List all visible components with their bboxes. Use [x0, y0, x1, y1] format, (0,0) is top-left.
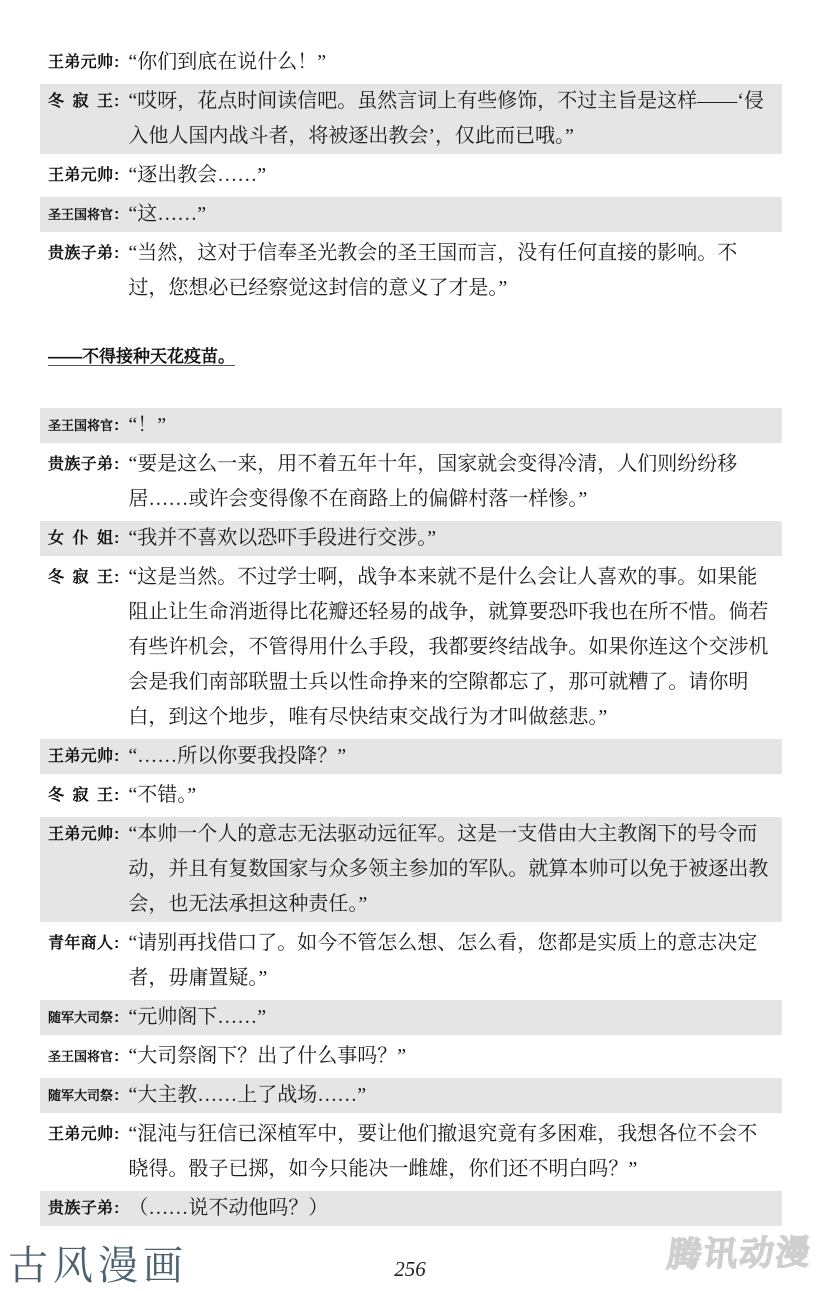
speaker-name: 圣王国将官 — [48, 207, 114, 222]
speaker-colon: : — [114, 245, 120, 262]
speaker-colon: : — [114, 93, 120, 110]
dialogue-row — [40, 408, 782, 443]
speech-text: “这是当然。不过学士啊，战争本来就不是什么会让人喜欢的事。如果能阻止让生命消逝得比花瓣还轻易的战争，就算要恐吓我也在所不惜。倘若有些许机会，不管得用什么手段，我都要终结战争。如果你连这个交涉机会是我们南部联盟士兵以性命挣来的空隙都忘了，那可就糟了。请你明白，到这个地步，唯有尽快结束交战行为才叫做慈悲。” — [128, 566, 769, 728]
watermark: 腾讯动漫 — [665, 1233, 815, 1275]
dialogue-row — [40, 447, 782, 517]
dialogue-row — [40, 197, 782, 232]
footer-brand: 古风漫画 — [8, 1243, 188, 1288]
speech-text: “请别再找借口了。如今不管怎么想、怎么看，您都是实质上的意志决定者，毋庸置疑。” — [128, 932, 758, 989]
speaker-colon: : — [114, 1087, 120, 1104]
speech-text: （……说不动他吗？） — [128, 1197, 329, 1219]
speech-text: “不错。” — [128, 784, 197, 806]
speech-text: “哎呀，花点时间读信吧。虽然言词上有些修饰，不过主旨是这样——‘侵入他人国内战斗者，将被逐出教会’，仅此而已哦。” — [128, 90, 764, 147]
speaker-colon: : — [114, 748, 120, 765]
speaker-name: 贵族子弟 — [48, 456, 113, 473]
dialogue-row — [40, 236, 782, 306]
dialogue-row — [40, 1000, 782, 1035]
speech-text: “！” — [128, 414, 167, 436]
dialogue-row — [40, 84, 782, 154]
speaker-colon: : — [114, 1126, 120, 1143]
speaker-name: 王弟元帅 — [48, 1126, 113, 1143]
speech-text: “本帅一个人的意志无法驱动远征军。这是一支借由大主教阁下的号令而动，并且有复数国家与众多领主参加的军队。就算本帅可以免于被逐出教会，也无法承担这种责任。” — [128, 823, 769, 915]
speaker-colon: : — [114, 569, 120, 586]
speech-text: “你们到底在说什么！” — [128, 51, 327, 73]
speaker-colon: : — [114, 787, 120, 804]
speaker-name: 王弟元帅 — [48, 167, 113, 184]
speech-text: “我并不喜欢以恐吓手段进行交涉。” — [128, 527, 437, 549]
speaker-name: 王弟元帅 — [48, 748, 113, 765]
page-number: 256 — [394, 1257, 426, 1281]
speaker-colon: : — [114, 1048, 120, 1065]
speaker-colon: : — [114, 206, 120, 223]
speech-text: “逐出教会……” — [128, 164, 267, 186]
dialogue-row — [40, 778, 782, 813]
dialogue-row — [40, 45, 782, 80]
speaker-name: 随军大司祭 — [48, 1088, 114, 1103]
dialogue-row — [40, 739, 782, 774]
dialogue-row — [40, 1191, 782, 1226]
dialogue-row — [40, 817, 782, 922]
dialogue-row — [40, 1117, 782, 1187]
speaker-colon: : — [114, 1009, 120, 1026]
dialogue-row — [40, 560, 782, 735]
speech-text: “大主教……上了战场……” — [128, 1084, 367, 1106]
speaker-name: 贵族子弟 — [48, 245, 113, 262]
speech-text: “要是这么一来，用不着五年十年，国家就会变得冷清，人们则纷纷移居……或许会变得像不在商路上的偏僻村落一样惨。” — [128, 453, 738, 510]
speaker-name: 冬寂王 — [48, 93, 113, 110]
speaker-colon: : — [114, 530, 120, 547]
speech-text: “元帅阁下……” — [128, 1006, 267, 1028]
speaker-colon: : — [114, 456, 120, 473]
speaker-name: 贵族子弟 — [48, 1200, 113, 1217]
dialogue-row — [40, 158, 782, 193]
speaker-name: 圣王国将官 — [48, 1049, 114, 1064]
speaker-name: 女仆姐 — [48, 530, 113, 547]
speech-text: “混沌与狂信已深植军中，要让他们撤退究竟有多困难，我想各位不会不晓得。骰子已掷，如今只能决一雌雄，你们还不明白吗？” — [128, 1123, 758, 1180]
dialogue-row — [40, 1039, 782, 1074]
speaker-colon: : — [114, 935, 120, 952]
speaker-name: 冬寂王 — [48, 569, 113, 586]
speaker-colon: : — [114, 826, 120, 843]
speaker-colon: : — [114, 54, 120, 71]
dialogue-row — [40, 1078, 782, 1113]
dialogue-row — [40, 521, 782, 556]
dialogue-list — [40, 45, 782, 1230]
note-text: ——不得接种天花疫苗。 — [48, 347, 235, 366]
speaker-name: 青年商人 — [48, 935, 113, 952]
speaker-name: 随军大司祭 — [48, 1010, 114, 1025]
speaker-name: 圣王国将官 — [48, 418, 114, 433]
speech-text: “……所以你要我投降？” — [128, 745, 347, 767]
speaker-colon: : — [114, 167, 120, 184]
speaker-name: 冬寂王 — [48, 787, 113, 804]
speech-text: “大司祭阁下？出了什么事吗？” — [128, 1045, 407, 1067]
dialogue-row — [40, 926, 782, 996]
speaker-name: 王弟元帅 — [48, 826, 113, 843]
speech-text: “这……” — [128, 203, 207, 225]
speaker-colon: : — [114, 417, 120, 434]
speech-text: “当然，这对于信奉圣光教会的圣王国而言，没有任何直接的影响。不过，您想必已经察觉这封信的意义了才是。” — [128, 242, 738, 299]
note-line — [40, 346, 782, 368]
speaker-name: 王弟元帅 — [48, 54, 113, 71]
speaker-colon: : — [114, 1200, 120, 1217]
